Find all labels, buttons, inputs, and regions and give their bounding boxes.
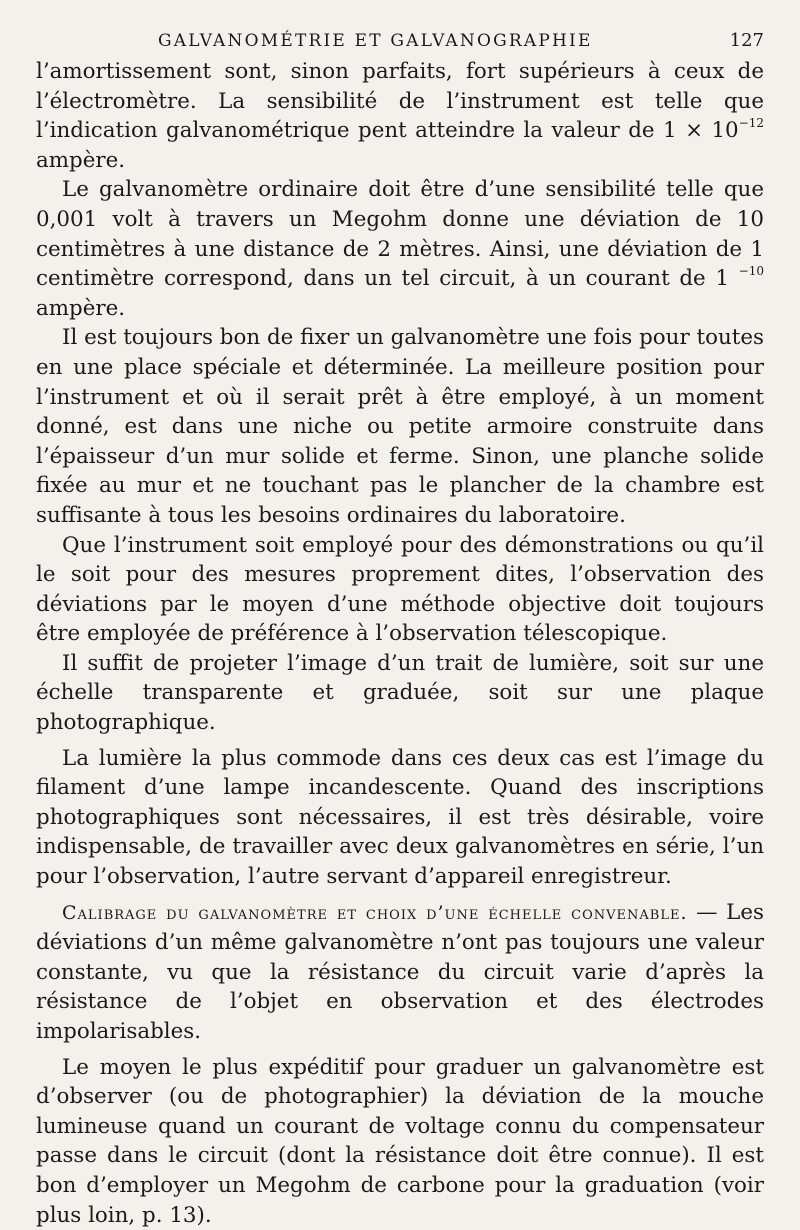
section-calibration [36,898,764,1047]
paragraph-installation: Il est toujours bon de fixer un galvanomètre une fois pour toutes en une place spéciale et déterminée. La meilleure position pour l’instrument et où il serait prêt à être employé, à un moment donné, est dans une niche ou petite armoire construite dans l’épaisseur d’un mur solide et ferme. Sinon, une planche solide fixée au mur et ne touchant pas le plancher de la chambre est suffisante à tous les besoins ordinaires du laboratoire. [36,325,764,528]
paragraph-lamp: La lumière la plus commode dans ces deux cas est l’image du filament d’une lampe incandescente. Quand des inscriptions photographiques sont nécessaires, il est très désirable, voire indispensable, de travailler avec deux galvanomètres en série, l’un pour l’observation, l’autre servant d’appareil enregistreur. [36,745,764,890]
paragraph-text: Le galvanomètre ordinaire doit être d’une sensibilité telle que 0,001 volt à travers un Megohm donne une déviation de 10 centimètres à une distance de 2 mètres. Ainsi, une déviation de 1 centimètre correspond, dans un tel circuit, à un courant de 1 [36,177,764,292]
section-heading: Calibrage du galvanomètre et choix d’une échelle convenable. [62,901,688,924]
exponent: −10 [738,264,764,279]
running-title: GALVANOMÉTRIE ET GALVANOGRAPHIE [158,31,593,51]
section-text: — Les déviations d’un même galvanomètre n’ont pas toujours une valeur constante, vu que la résistance du circuit varie d’après la résistance de l’objet en observation et des électrodes impolarisables. [36,899,764,1044]
exponent: −12 [738,116,764,131]
paragraph-projection: Il suffit de projeter l’image d’un trait de lumière, soit sur une échelle transparente et graduée, soit sur une plaque photographique. [36,650,764,736]
page-number: 127 [729,30,764,51]
paragraph-continuation [36,57,764,175]
book-page [36,30,764,1230]
paragraph-text: ampère. [36,295,126,321]
page-body [36,57,764,1230]
paragraph-graduation: Le moyen le plus expéditif pour graduer un galvanomètre est d’observer (ou de photographier) la déviation de la mouche lumineuse quand un courant de voltage connu du compensateur passe dans le circuit (dont la résistance doit être connue). Il est bon d’employer un Megohm de carbone pour la graduation (voir plus loin, p. 13). [36,1054,764,1228]
running-header [36,30,764,51]
paragraph-text: ampère. [36,147,126,173]
paragraph-sensitivity [36,175,764,323]
paragraph-text: l’amortissement sont, sinon parfaits, fort supérieurs à ceux de l’électromètre. La sensibilité de l’instrument est telle que l’indication galvanométrique pent atteindre la valeur de 1 × 10 [36,59,764,144]
paragraph-observation: Que l’instrument soit employé pour des démonstrations ou qu’il le soit pour des mesures proprement dites, l’observation des déviations par le moyen d’une méthode objective doit toujours être employée de préférence à l’observation télescopique. [36,532,764,647]
